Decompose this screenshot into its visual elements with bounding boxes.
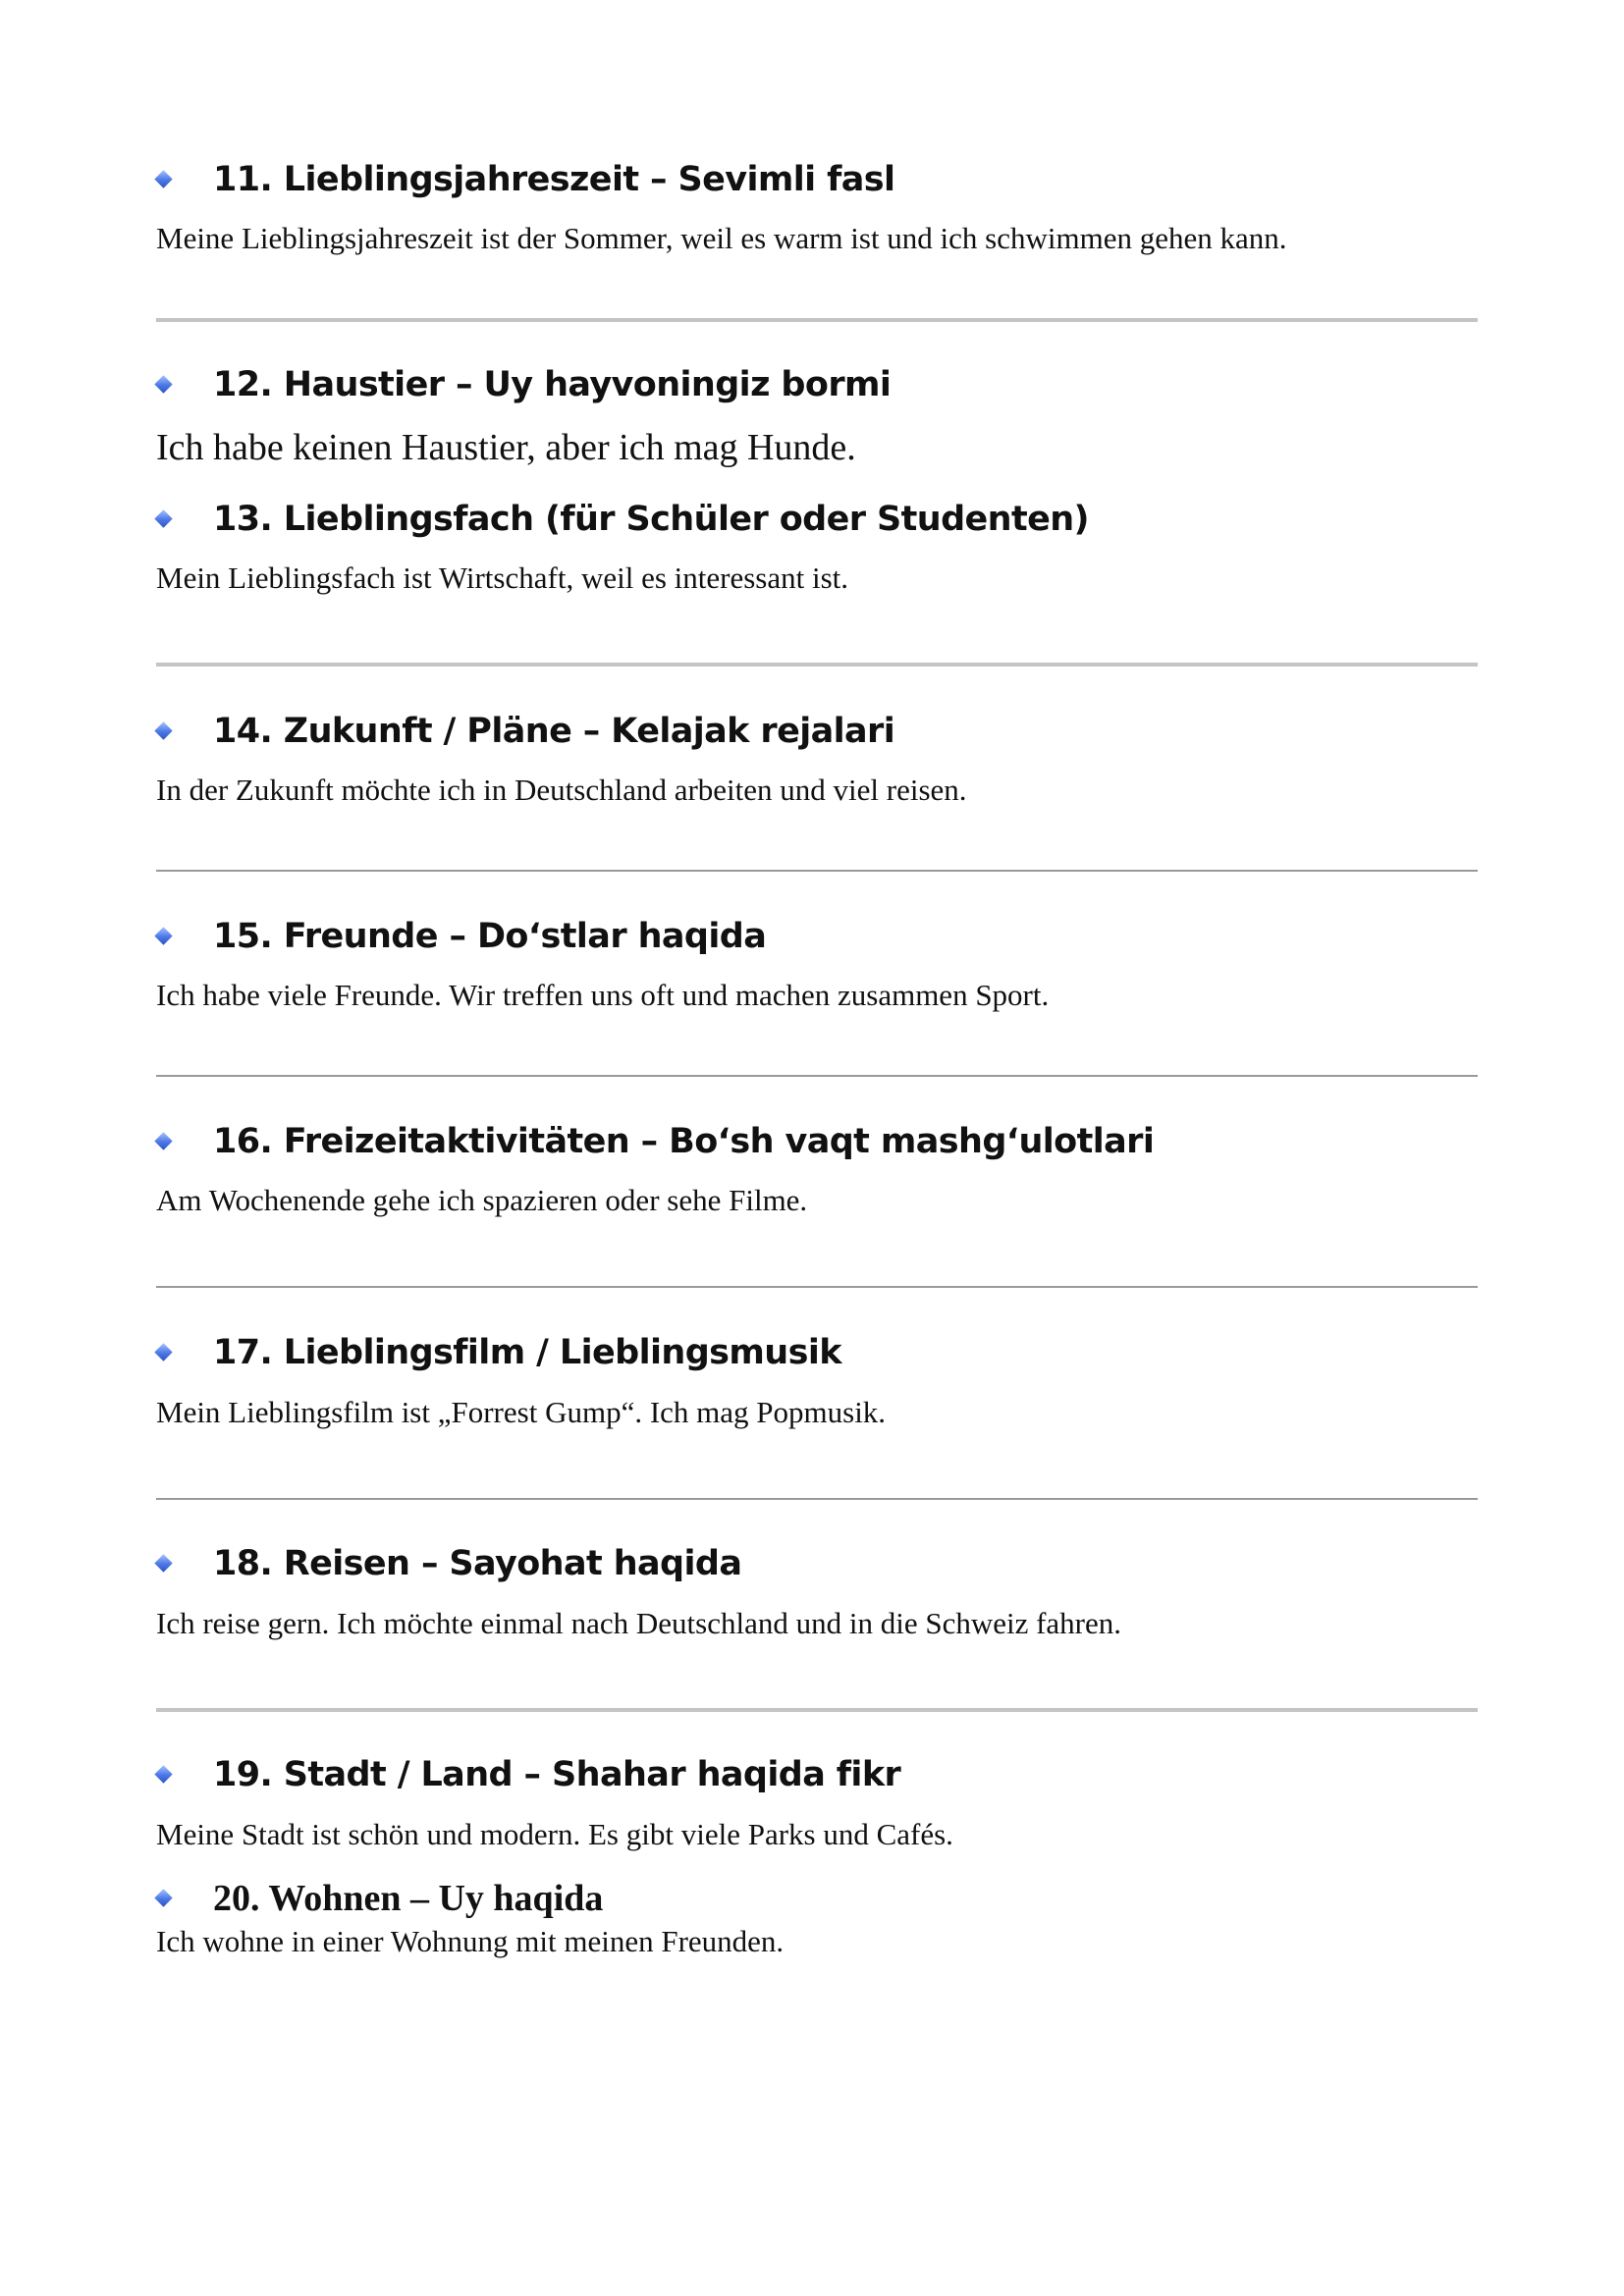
section-heading-16 xyxy=(169,1118,1155,1165)
section-heading-17 xyxy=(169,1329,841,1376)
diamond-bullet-icon xyxy=(154,375,172,393)
section-text-11: Meine Lieblingsjahreszeit ist der Sommer, weil es warm ist und ich schwimmen gehen kann. xyxy=(156,221,1287,255)
section-text-14: In der Zukunft möchte ich in Deutschland arbeiten und viel reisen. xyxy=(156,773,967,807)
section-heading-15-text: 15. Freunde – Doʻstlar haqida xyxy=(213,917,767,956)
diamond-bullet-icon xyxy=(154,1554,172,1572)
divider xyxy=(156,870,1478,872)
section-heading-19-text: 19. Stadt / Land – Shahar haqida fikr xyxy=(213,1755,901,1794)
divider xyxy=(156,1708,1478,1712)
section-heading-17-text: 17. Lieblingsfilm / Lieblingsmusik xyxy=(213,1333,841,1372)
section-text-19: Meine Stadt ist schön und modern. Es gibt viele Parks und Cafés. xyxy=(156,1817,953,1851)
divider xyxy=(156,1075,1478,1077)
divider xyxy=(156,318,1478,322)
section-heading-18-text: 18. Reisen – Sayohat haqida xyxy=(213,1544,742,1583)
section-heading-18 xyxy=(169,1540,742,1587)
section-text-17: Mein Lieblingsfilm ist „Forrest Gump“. Ich mag Popmusik. xyxy=(156,1395,887,1429)
section-heading-14-text: 14. Zukunft / Pläne – Kelajak rejalari xyxy=(213,712,895,751)
divider xyxy=(156,1286,1478,1288)
section-heading-15 xyxy=(169,913,767,960)
diamond-bullet-icon xyxy=(154,1765,172,1783)
section-heading-13-text: 13. Lieblingsfach (für Schüler oder Studenten) xyxy=(213,500,1089,539)
section-text-16: Am Wochenende gehe ich spazieren oder sehe Filme. xyxy=(156,1183,808,1217)
section-heading-11 xyxy=(169,156,895,203)
section-heading-20-text: 20. Wohnen – Uy haqida xyxy=(213,1878,604,1919)
section-text-20: Ich wohne in einer Wohnung mit meinen Freunden. xyxy=(156,1924,785,1958)
section-heading-19 xyxy=(169,1751,901,1798)
section-heading-13 xyxy=(169,496,1089,543)
diamond-bullet-icon xyxy=(154,1132,172,1149)
section-text-18: Ich reise gern. Ich möchte einmal nach Deutschland und in die Schweiz fahren. xyxy=(156,1606,1122,1640)
section-heading-16-text: 16. Freizeitaktivitäten – Boʻsh vaqt mashgʻulotlari xyxy=(213,1122,1155,1161)
section-heading-14 xyxy=(169,708,895,755)
diamond-bullet-icon xyxy=(154,1889,172,1906)
section-heading-12 xyxy=(169,361,892,408)
divider xyxy=(156,663,1478,667)
section-heading-20 xyxy=(169,1875,604,1922)
section-heading-12-text: 12. Haustier – Uy hayvoningiz bormi xyxy=(213,365,892,404)
section-text-12: Ich habe keinen Haustier, aber ich mag Hunde. xyxy=(156,427,856,468)
divider xyxy=(156,1498,1478,1500)
section-text-13: Mein Lieblingsfach ist Wirtschaft, weil es interessant ist. xyxy=(156,561,848,595)
diamond-bullet-icon xyxy=(154,927,172,944)
diamond-bullet-icon xyxy=(154,509,172,527)
diamond-bullet-icon xyxy=(154,170,172,187)
diamond-bullet-icon xyxy=(154,1343,172,1361)
diamond-bullet-icon xyxy=(154,721,172,739)
section-text-15: Ich habe viele Freunde. Wir treffen uns oft und machen zusammen Sport. xyxy=(156,978,1050,1012)
section-heading-11-text: 11. Lieblingsjahreszeit – Sevimli fasl xyxy=(213,160,895,199)
